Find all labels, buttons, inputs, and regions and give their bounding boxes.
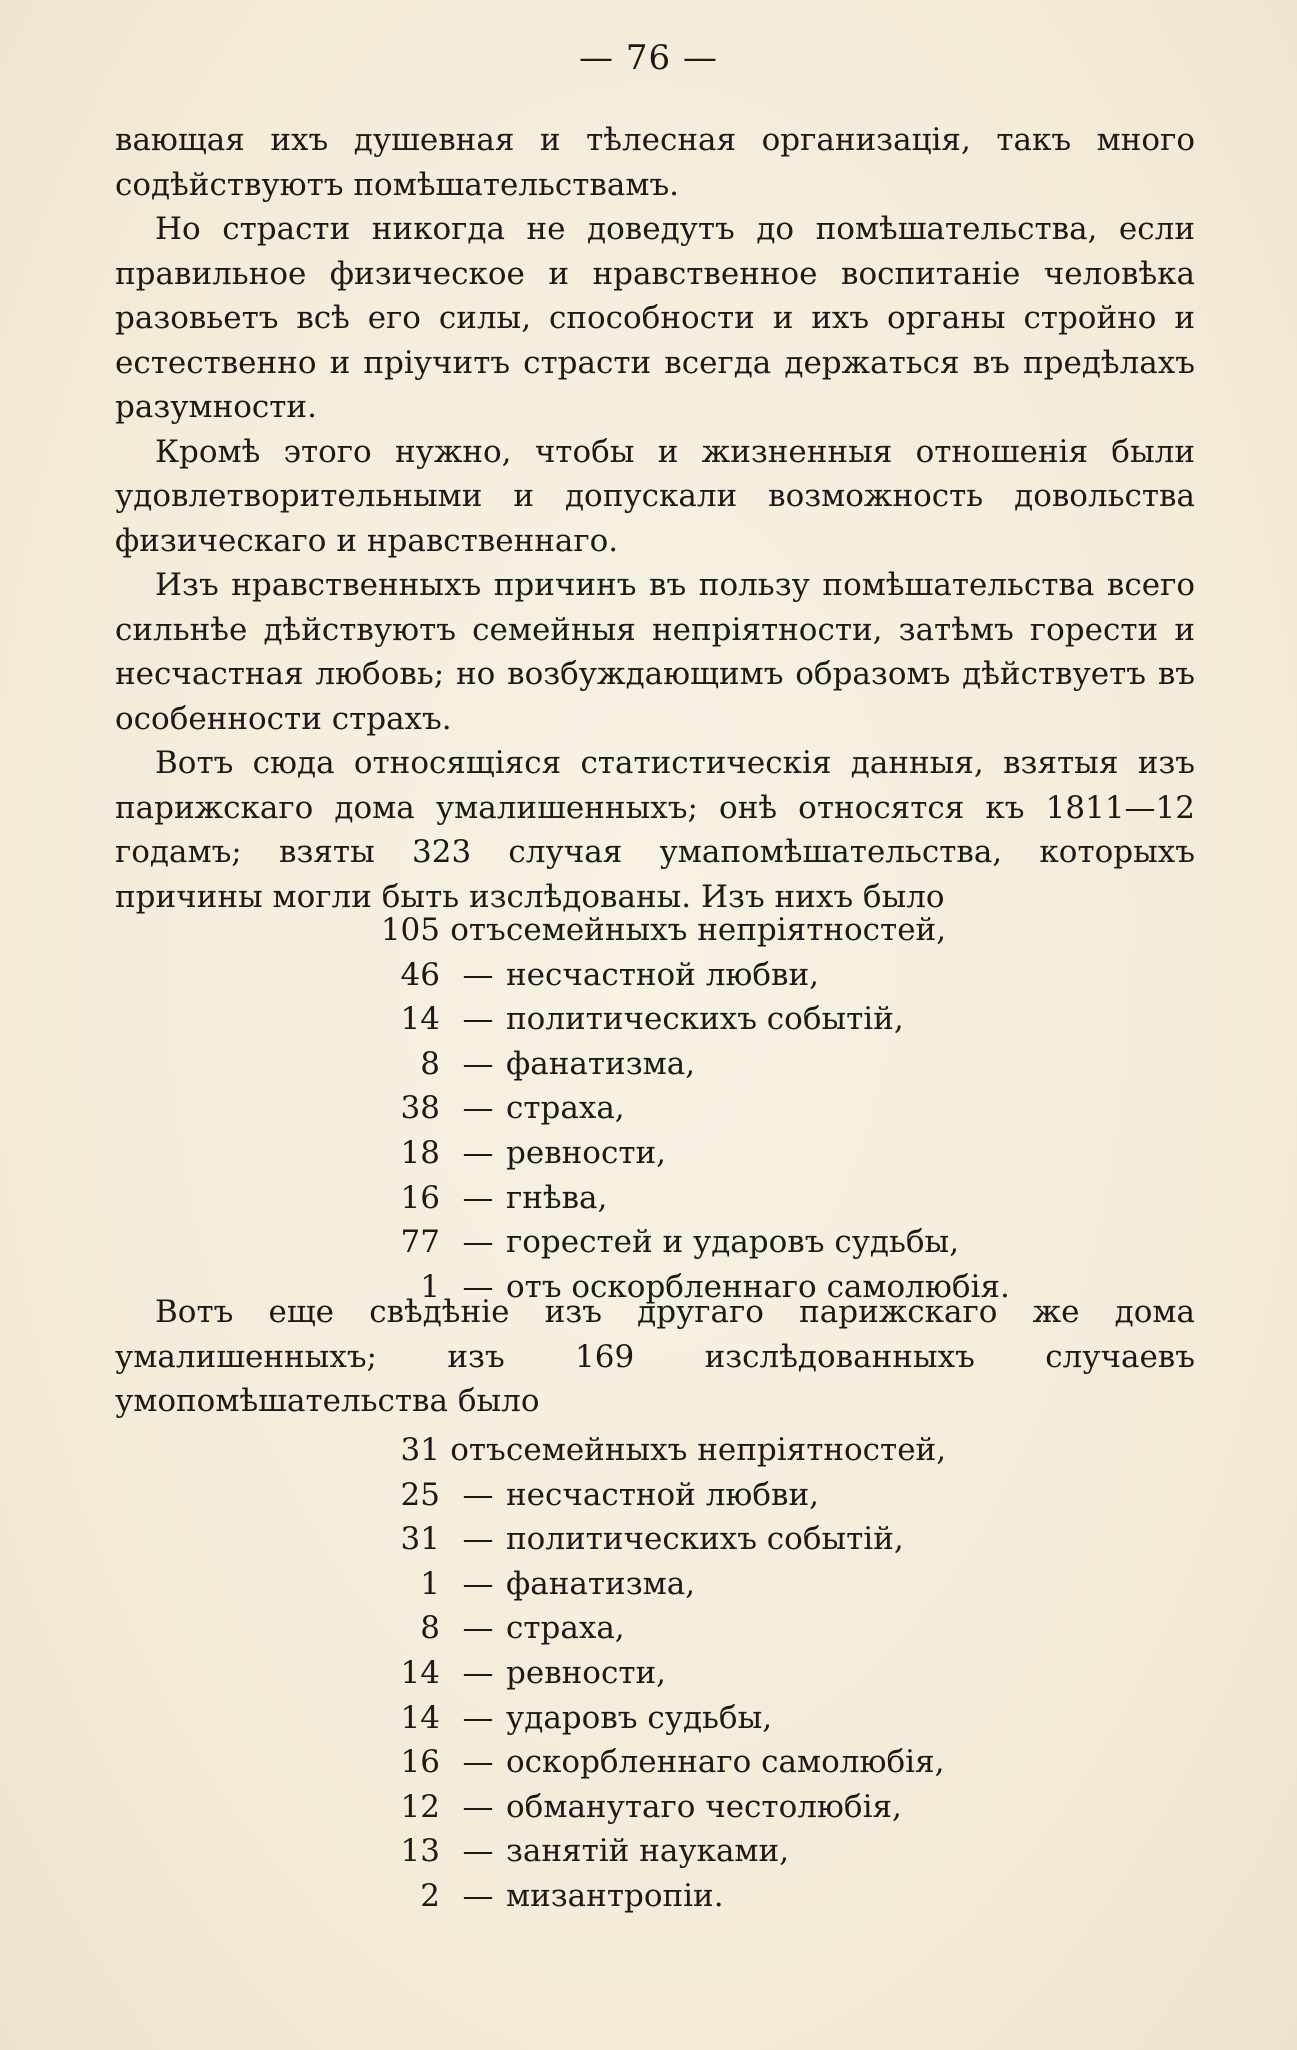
list-item-cause: фанатизма, bbox=[506, 1565, 696, 1602]
list-item bbox=[370, 997, 1090, 1042]
list-item-separator: — bbox=[462, 1045, 494, 1082]
list-item-separator: отъ bbox=[450, 1432, 506, 1468]
list-item-separator: — bbox=[462, 1654, 494, 1691]
statistics-list-1 bbox=[370, 908, 1090, 1309]
list-item-cause: страха, bbox=[506, 1610, 625, 1647]
list-item-cause: фанатизма, bbox=[506, 1045, 696, 1082]
list-item-separator: — bbox=[462, 1001, 494, 1038]
list-item-separator: — bbox=[462, 1268, 494, 1305]
list-item-separator: — bbox=[462, 956, 494, 993]
list-item-cause: гнѣва, bbox=[506, 1179, 608, 1216]
list-item-cause: горестей и ударовъ судьбы, bbox=[506, 1224, 960, 1261]
list-item-count: 38 bbox=[400, 1090, 440, 1127]
list-item-count: 46 bbox=[400, 956, 440, 993]
list-item-separator: — bbox=[462, 1134, 494, 1171]
list-item-cause: занятій науками, bbox=[506, 1833, 790, 1870]
list-item-count: 31 bbox=[400, 1521, 440, 1558]
page-number: — 76 — bbox=[579, 38, 718, 78]
list-item bbox=[370, 1517, 1090, 1562]
list-item-count: 31 bbox=[400, 1432, 440, 1468]
list-item bbox=[370, 1562, 1090, 1607]
list-item-count: 77 bbox=[400, 1224, 440, 1261]
list-item-cause: оскорбленнаго самолюбія, bbox=[506, 1744, 945, 1781]
list-item-cause: политическихъ событій, bbox=[506, 1001, 904, 1038]
list-item-cause: семейныхъ непріятностей, bbox=[506, 1432, 947, 1468]
list-item-cause: несчастной любви, bbox=[506, 1476, 820, 1513]
list-item-count: 14 bbox=[400, 1699, 440, 1736]
list-item-separator: — bbox=[462, 1179, 494, 1216]
paragraph: Вотъ еще свѣдѣніе изъ другаго парижскаго же дома умалишенныхъ; изъ 169 изслѣдованныхъ случаевъ умопомѣшательства было bbox=[115, 1294, 1195, 1419]
list-item-separator: — bbox=[462, 1788, 494, 1825]
list-item-separator: — bbox=[462, 1610, 494, 1647]
list-item bbox=[370, 1874, 1090, 1919]
list-item-separator: — bbox=[462, 1833, 494, 1870]
list-item-cause: семейныхъ непріятностей, bbox=[506, 912, 947, 948]
paragraph: Вотъ сюда относящіяся статистическія данныя, взятыя изъ парижскаго дома умалишенныхъ; онѣ относятся къ 1811—12 годамъ; взяты 323 случая умапомѣшательства, которыхъ причины могли быть изслѣдованы. Изъ нихъ было bbox=[115, 745, 1195, 915]
list-item-cause: ударовъ судьбы, bbox=[506, 1699, 773, 1736]
list-item-count: 2 bbox=[420, 1877, 440, 1914]
list-item-count: 12 bbox=[400, 1788, 440, 1825]
list-item-count: 8 bbox=[420, 1610, 440, 1647]
paragraphs-top bbox=[115, 118, 1195, 919]
list-item-count: 105 bbox=[380, 912, 440, 948]
list-item bbox=[370, 1829, 1090, 1874]
list-item-count: 16 bbox=[400, 1744, 440, 1781]
list-item bbox=[370, 1651, 1090, 1696]
list-item-separator: — bbox=[462, 1521, 494, 1558]
paragraphs-middle bbox=[115, 1290, 1195, 1424]
list-item bbox=[370, 1696, 1090, 1741]
list-item bbox=[370, 953, 1090, 998]
list-item bbox=[370, 1785, 1090, 1830]
statistics-list-2 bbox=[370, 1428, 1090, 1919]
list-item-cause: страха, bbox=[506, 1090, 625, 1127]
list-item bbox=[370, 1131, 1090, 1176]
list-item-cause: несчастной любви, bbox=[506, 956, 820, 993]
list-item-count: 8 bbox=[420, 1045, 440, 1082]
list-item-cause: ревности, bbox=[506, 1134, 666, 1171]
list-item-separator: — bbox=[462, 1699, 494, 1736]
list-item-count: 13 bbox=[400, 1833, 440, 1870]
list-item-cause: политическихъ событій, bbox=[506, 1521, 904, 1558]
list-item bbox=[370, 1606, 1090, 1651]
list-item-separator: — bbox=[462, 1744, 494, 1781]
list-item-count: 1 bbox=[420, 1565, 440, 1602]
paragraph: Но страсти никогда не доведутъ до помѣшательства, если правильное физическое и нравственное воспитаніе человѣка разовьетъ всѣ его силы, способности и ихъ органы стройно и естественно и пріучитъ страсти всегда держаться въ предѣлахъ разумности. bbox=[115, 211, 1195, 425]
list-item-count: 14 bbox=[400, 1654, 440, 1691]
list-item bbox=[370, 1473, 1090, 1518]
list-item-separator: — bbox=[462, 1476, 494, 1513]
list-item-separator: — bbox=[462, 1090, 494, 1127]
paragraph: Кромѣ этого нужно, чтобы и жизненныя отношенія были удовлетворительными и допускали возможность довольства физическаго и нравственнаго. bbox=[115, 433, 1195, 559]
list-item bbox=[370, 1740, 1090, 1785]
list-item bbox=[370, 908, 1090, 953]
paragraph: Изъ нравственныхъ причинъ въ пользу помѣшательства всего сильнѣе дѣйствуютъ семейныя непріятности, затѣмъ горести и несчастная любовь; но возбуждающимъ образомъ дѣйствуетъ въ особенности страхъ. bbox=[115, 567, 1195, 737]
list-item-count: 16 bbox=[400, 1179, 440, 1216]
list-item-cause: отъ оскорбленнаго самолюбія. bbox=[506, 1268, 1010, 1305]
list-item bbox=[370, 1086, 1090, 1131]
list-item bbox=[370, 1042, 1090, 1087]
list-item-count: 1 bbox=[420, 1268, 440, 1305]
list-item-count: 25 bbox=[400, 1476, 440, 1513]
list-item-count: 18 bbox=[400, 1134, 440, 1171]
list-item-count: 14 bbox=[400, 1001, 440, 1038]
list-item-cause: обманутаго честолюбія, bbox=[506, 1788, 902, 1825]
list-item-cause: мизантропіи. bbox=[506, 1877, 724, 1914]
paragraph: вающая ихъ душевная и тѣлесная организація, такъ много содѣйствуютъ помѣшательствамъ. bbox=[115, 122, 1195, 203]
list-item bbox=[370, 1428, 1090, 1473]
list-item-separator: — bbox=[462, 1877, 494, 1914]
list-item-separator: — bbox=[462, 1565, 494, 1602]
list-item-separator: отъ bbox=[450, 912, 506, 948]
list-item-separator: — bbox=[462, 1224, 494, 1261]
list-item-cause: ревности, bbox=[506, 1654, 666, 1691]
list-item bbox=[370, 1220, 1090, 1265]
list-item bbox=[370, 1176, 1090, 1221]
